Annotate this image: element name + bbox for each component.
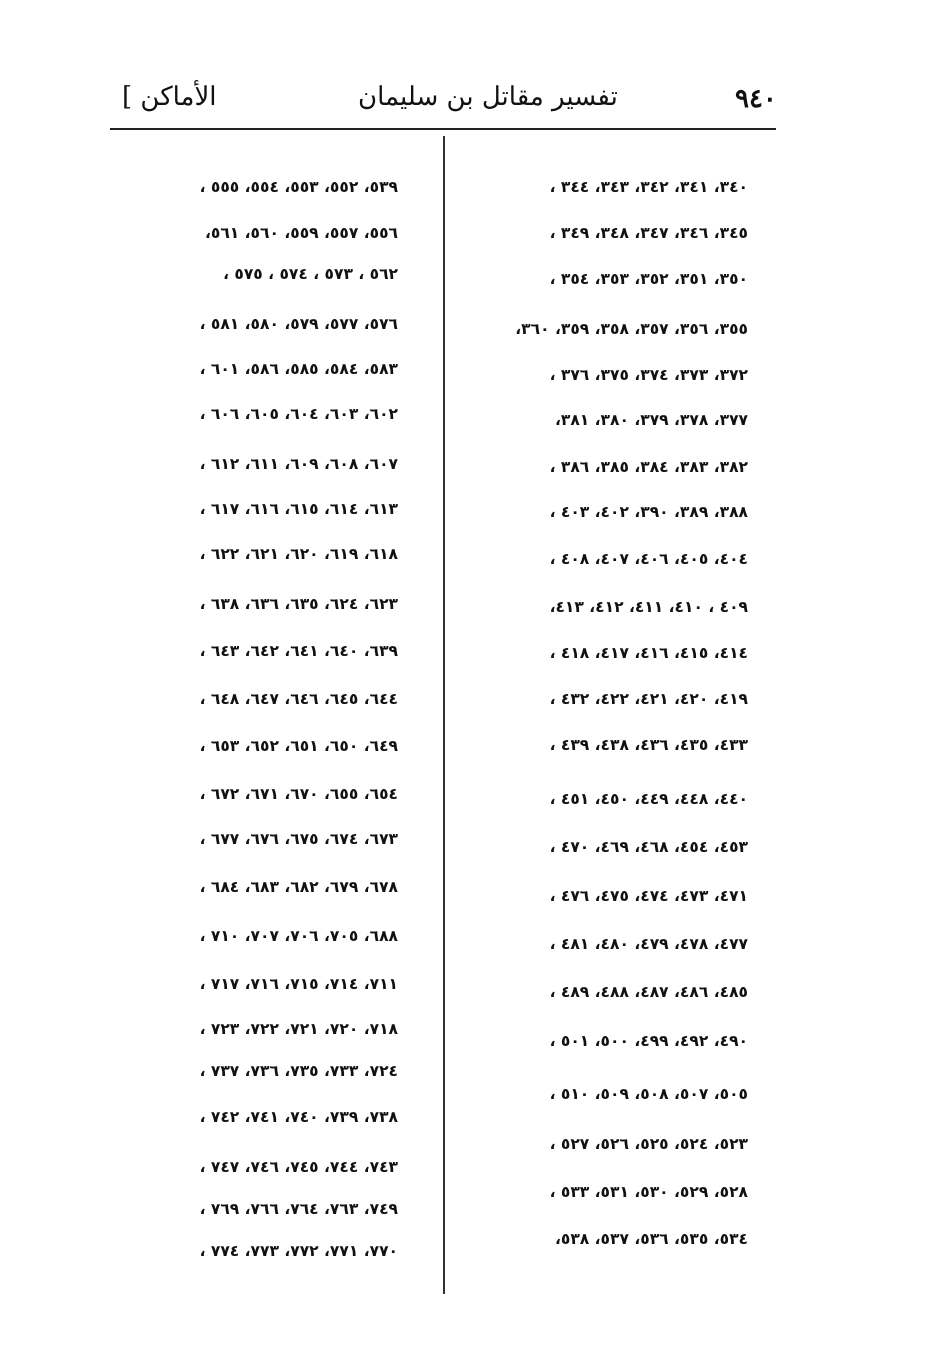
index-line: ٦١٣، ٦١٤، ٦١٥، ٦١٦، ٦١٧ ، — [199, 500, 398, 518]
index-line: ٦٤٩، ٦٥٠، ٦٥١، ٦٥٢، ٦٥٣ ، — [199, 737, 398, 755]
index-line: ٥٢٨، ٥٢٩، ٥٣٠، ٥٣١، ٥٣٣ ، — [549, 1183, 748, 1201]
index-line: ٥٧٦، ٥٧٧، ٥٧٩، ٥٨٠، ٥٨١ ، — [199, 315, 398, 333]
header-rule — [110, 128, 776, 130]
index-line: ٧٣٨، ٧٣٩، ٧٤٠، ٧٤١، ٧٤٢ ، — [199, 1108, 398, 1126]
index-line: ٦٨٨، ٧٠٥، ٧٠٦، ٧٠٧، ٧١٠ ، — [199, 927, 398, 945]
index-line: ٣٤٥، ٣٤٦، ٣٤٧، ٣٤٨، ٣٤٩ ، — [549, 224, 748, 242]
index-line: ٧١٨، ٧٢٠، ٧٢١، ٧٢٢، ٧٢٣ ، — [199, 1020, 398, 1038]
index-line: ٥٠٥، ٥٠٧، ٥٠٨، ٥٠٩، ٥١٠ ، — [549, 1085, 748, 1103]
index-line: ٤٤٠، ٤٤٨، ٤٤٩، ٤٥٠، ٤٥١ ، — [549, 790, 748, 808]
index-line: ٥٥٦، ٥٥٧، ٥٥٩، ٥٦٠، ٥٦١، — [204, 224, 398, 242]
index-line: ٤٧٧، ٤٧٨، ٤٧٩، ٤٨٠، ٤٨١ ، — [549, 935, 748, 953]
index-line: ٤١٩، ٤٢٠، ٤٢١، ٤٢٢، ٤٣٢ ، — [549, 690, 748, 708]
index-line: ٦٠٧، ٦٠٨، ٦٠٩، ٦١١، ٦١٢ ، — [199, 455, 398, 473]
index-line: ٣٥٠، ٣٥١، ٣٥٢، ٣٥٣، ٣٥٤ ، — [549, 270, 748, 288]
index-line: ٦٢٣، ٦٢٤، ٦٣٥، ٦٣٦، ٦٣٨ ، — [199, 595, 398, 613]
index-line: ٣٧٧، ٣٧٨، ٣٧٩، ٣٨٠، ٣٨١، — [554, 411, 748, 429]
index-line: ٦٠٢، ٦٠٣، ٦٠٤، ٦٠٥، ٦٠٦ ، — [199, 405, 398, 423]
index-line: ٣٨٢، ٣٨٣، ٣٨٤، ٣٨٥، ٣٨٦ ، — [549, 458, 748, 476]
index-line: ٤٠٤، ٤٠٥، ٤٠٦، ٤٠٧، ٤٠٨ ، — [549, 550, 748, 568]
index-line: ٣٤٠، ٣٤١، ٣٤٢، ٣٤٣، ٣٤٤ ، — [549, 178, 748, 196]
index-line: ٥٣٩، ٥٥٢، ٥٥٣، ٥٥٤، ٥٥٥ ، — [199, 178, 398, 196]
index-line: ٤٨٥، ٤٨٦، ٤٨٧، ٤٨٨، ٤٨٩ ، — [549, 983, 748, 1001]
index-line: ٧٤٩، ٧٦٣، ٧٦٤، ٧٦٦، ٧٦٩ ، — [199, 1200, 398, 1218]
index-line: ٧٧٠، ٧٧١، ٧٧٢، ٧٧٣، ٧٧٤ ، — [199, 1242, 398, 1260]
index-line: ٣٨٨، ٣٨٩، ٣٩٠، ٤٠٢، ٤٠٣ ، — [549, 503, 748, 521]
index-line: ٦٧٨، ٦٧٩، ٦٨٢، ٦٨٣، ٦٨٤ ، — [199, 878, 398, 896]
index-line: ٣٧٢، ٣٧٣، ٣٧٤، ٣٧٥، ٣٧٦ ، — [549, 366, 748, 384]
index-line: ٤٧١، ٤٧٣، ٤٧٤، ٤٧٥، ٤٧٦ ، — [549, 887, 748, 905]
index-line: ٦٤٤، ٦٤٥، ٦٤٦، ٦٤٧، ٦٤٨ ، — [199, 690, 398, 708]
index-line: ٥٨٣، ٥٨٤، ٥٨٥، ٥٨٦، ٦٠١ ، — [199, 360, 398, 378]
index-line: ٧٤٣، ٧٤٤، ٧٤٥، ٧٤٦، ٧٤٧ ، — [199, 1158, 398, 1176]
index-line: ٧١١، ٧١٤، ٧١٥، ٧١٦، ٧١٧ ، — [199, 975, 398, 993]
index-line: ٦٥٤، ٦٥٥، ٦٧٠، ٦٧١، ٦٧٢ ، — [199, 785, 398, 803]
index-line: ٤٣٣، ٤٣٥، ٤٣٦، ٤٣٨، ٤٣٩ ، — [549, 736, 748, 754]
index-line: ٦١٨، ٦١٩، ٦٢٠، ٦٢١، ٦٢٢ ، — [199, 545, 398, 563]
column-divider — [443, 136, 445, 1294]
index-line: ٤٩٠، ٤٩٢، ٤٩٩، ٥٠٠، ٥٠١ ، — [549, 1032, 748, 1050]
running-title: تفسير مقاتل بن سليمان — [358, 82, 618, 112]
index-line: ٥٢٣، ٥٢٤، ٥٢٥، ٥٢٦، ٥٢٧ ، — [549, 1135, 748, 1153]
index-line: ٤٠٩ ، ٤١٠، ٤١١، ٤١٢، ٤١٣، — [549, 598, 748, 616]
index-line: ٤٥٣، ٤٥٤، ٤٦٨، ٤٦٩، ٤٧٠ ، — [549, 838, 748, 856]
index-line: ٧٢٤، ٧٣٣، ٧٣٥، ٧٣٦، ٧٣٧ ، — [199, 1062, 398, 1080]
section-heading: [ الأماكن — [122, 82, 217, 112]
index-line: ٥٦٢ ، ٥٧٣ ، ٥٧٤ ، ٥٧٥ ، — [223, 265, 398, 283]
index-line: ٦٣٩، ٦٤٠، ٦٤١، ٦٤٢، ٦٤٣ ، — [199, 642, 398, 660]
index-line: ٦٧٣، ٦٧٤، ٦٧٥، ٦٧٦، ٦٧٧ ، — [199, 830, 398, 848]
page-number: ٩٤٠ — [735, 84, 777, 114]
index-line: ٥٣٤، ٥٣٥، ٥٣٦، ٥٣٧، ٥٣٨، — [554, 1230, 748, 1248]
index-line: ٣٥٥، ٣٥٦، ٣٥٧، ٣٥٨، ٣٥٩، ٣٦٠، — [515, 320, 748, 338]
index-line: ٤١٤، ٤١٥، ٤١٦، ٤١٧، ٤١٨ ، — [549, 644, 748, 662]
